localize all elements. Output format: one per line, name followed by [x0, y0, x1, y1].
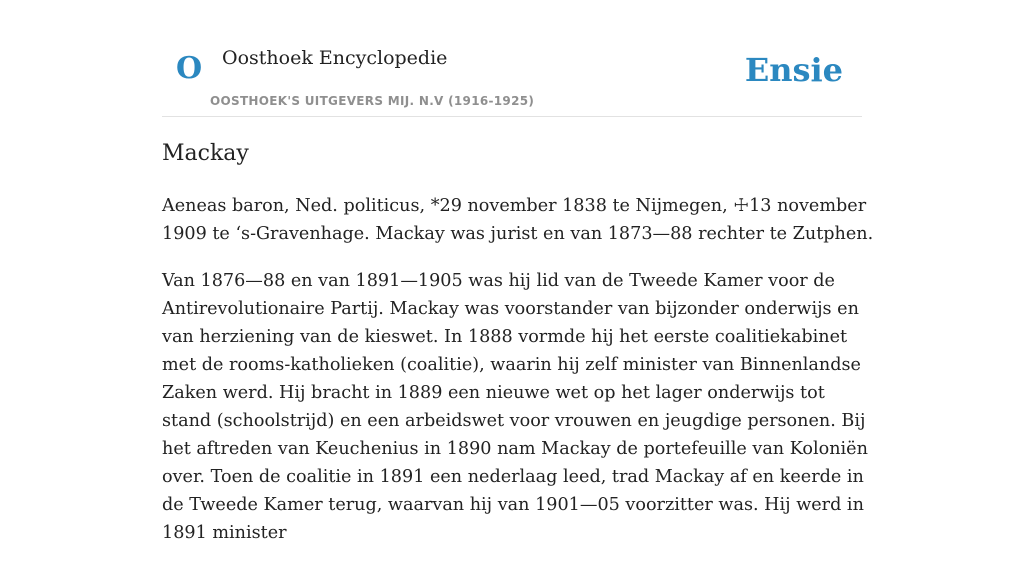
entry-title: Mackay: [162, 141, 249, 166]
site-title[interactable]: Oosthoek Encyclopedie: [222, 47, 448, 69]
oosthoek-logo[interactable]: O: [176, 51, 203, 86]
entry-paragraph: Van 1876—88 en van 1891—1905 was hij lid van de Tweede Kamer voor de Antirevolutionaire Partij. Mackay was voorstander van bijzonder onderwijs en van herziening van de kieswet. In 1888 vormde hij het eerste coalitiekabinet met de rooms-katholieken (coalitie), waarin hij zelf minister van Binnenlandse Zaken werd. Hij bracht in 1889 een nieuwe wet op het lager onderwijs tot stand (schoolstrijd) en een arbeidswet voor vrouwen en jeugdige personen. Bij het aftreden van Keuchenius in 1890 nam Mackay de portefeuille van Koloniën over. Toen de coalitie in 1891 een nederlaag leed, trad Mackay af en keerde in de Tweede Kamer terug, waarvan hij van 1901—05 voorzitter was. Hij werd in 1891 minister: [162, 271, 868, 543]
ensie-brand-link[interactable]: Ensie: [744, 51, 843, 89]
entry-paragraph: Aeneas baron, Ned. politicus, *29 november 1838 te Nijmegen, ☩13 november 1909 te ‘s-Gravenhage. Mackay was jurist en van 1873—88 rechter te Zutphen.: [162, 196, 874, 244]
site-header: [162, 0, 862, 117]
entry-content: [162, 192, 874, 566]
page: [162, 0, 874, 543]
publisher-subtitle: OOSTHOEK'S UITGEVERS MIJ. N.V (1916-1925): [210, 94, 535, 108]
